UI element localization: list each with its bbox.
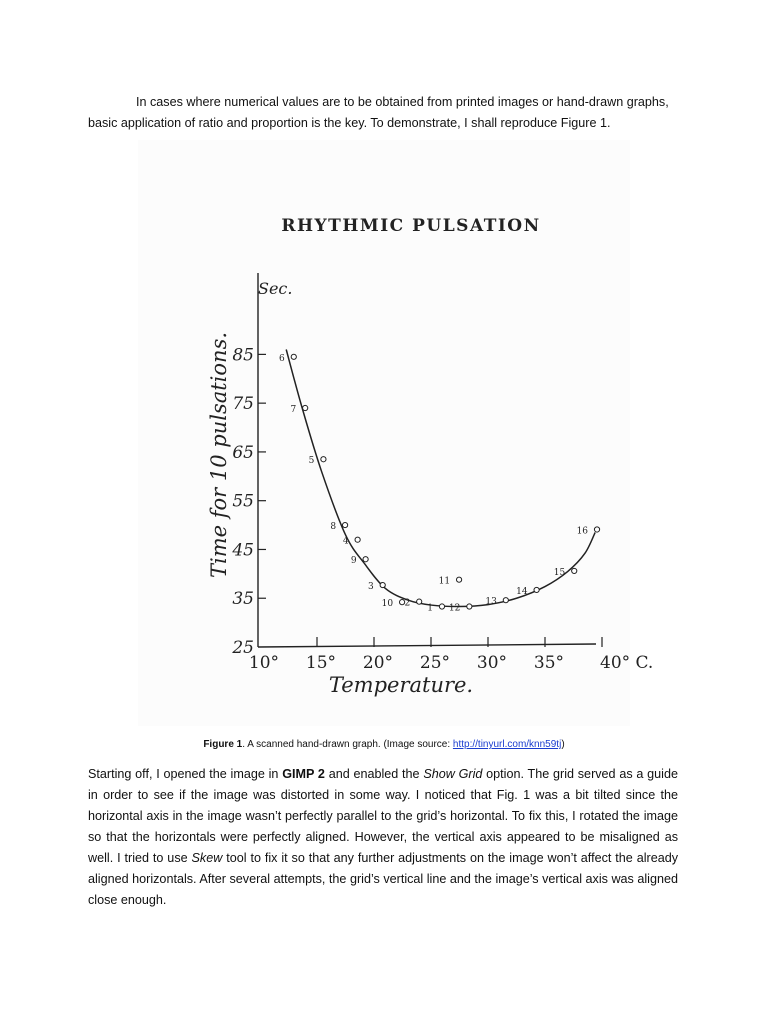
data-point-label: 5 bbox=[308, 456, 315, 467]
figure-caption bbox=[0, 738, 768, 752]
data-point-marker bbox=[417, 599, 422, 604]
data-point-marker bbox=[342, 522, 347, 527]
x-tick-label: 30° bbox=[476, 653, 508, 673]
data-point-label: 10 bbox=[381, 599, 394, 610]
chart-title: RHYTHMIC PULSATION bbox=[281, 216, 541, 236]
data-point-marker bbox=[303, 405, 308, 410]
data-point-label: 4 bbox=[342, 536, 349, 547]
data-point-marker bbox=[503, 598, 508, 603]
data-point-marker bbox=[321, 457, 326, 462]
pulsation-chart bbox=[138, 140, 654, 726]
body-text-4: tool to fix it so that any further adjustments on the image won’t affect the already aligned horizontals. After several attempts, the grid’s vertical line and the image’s vertical axis was aligned close enough. bbox=[88, 851, 678, 907]
x-tick-label: 35° bbox=[533, 653, 565, 673]
scanned-figure bbox=[138, 140, 654, 726]
data-point-label: 15 bbox=[553, 567, 566, 578]
data-point-label: 12 bbox=[448, 603, 461, 614]
y-tick-label: 55 bbox=[232, 491, 254, 512]
body-paragraph bbox=[88, 764, 678, 911]
data-point-marker bbox=[363, 557, 368, 562]
caption-label: Figure 1 bbox=[203, 739, 243, 750]
x-tick-label: 40° C. bbox=[600, 653, 654, 673]
data-point-label: 3 bbox=[367, 582, 374, 593]
intro-paragraph bbox=[88, 92, 678, 134]
body-text-3: option. The grid served as a guide in order to see if the image was distorted in some way. I noticed that Fig. 1 was a bit tilted since the horizontal axis in the image wasn’t perfectly parallel to the grid’s horizontal. To fix this, I rotated the image so that the horizontals were perfectly aligned. However, the vertical axis appeared to be misaligned as well. I tried to use bbox=[88, 767, 678, 865]
intro-line-1: In cases where numerical values are to be obtained from printed images or hand-drawn graphs, bbox=[136, 95, 669, 109]
data-point-marker bbox=[534, 587, 539, 592]
y-tick-label: 65 bbox=[232, 442, 254, 463]
option-name: Show Grid bbox=[423, 767, 483, 781]
y-tick-label: 45 bbox=[232, 540, 254, 561]
data-point-marker bbox=[291, 354, 296, 359]
data-point-label: 2 bbox=[404, 598, 411, 609]
image-source-link[interactable]: http://tinyurl.com/knn59tj bbox=[452, 739, 562, 750]
x-tick-label: 25° bbox=[419, 653, 451, 673]
y-tick-label: 85 bbox=[232, 345, 254, 366]
body-text-2: and enabled the bbox=[324, 767, 424, 781]
x-tick-label: 10° bbox=[248, 653, 280, 673]
x-tick-label: 15° bbox=[305, 653, 337, 673]
y-tick-label: 25 bbox=[232, 638, 254, 658]
y-tick-label: 35 bbox=[232, 589, 254, 610]
body-text-1: Starting off, I opened the image in bbox=[88, 767, 283, 781]
data-point-label: 13 bbox=[485, 597, 497, 608]
data-point-marker bbox=[594, 527, 599, 532]
intro-line-2: basic application of ratio and proportion is the key. To demonstrate, I shall reproduce Figure 1. bbox=[88, 116, 611, 130]
data-point-label: 9 bbox=[350, 556, 357, 567]
data-point-marker bbox=[439, 604, 444, 609]
y-axis-label: Time for 10 pulsations. bbox=[207, 331, 231, 578]
data-point-marker bbox=[467, 604, 472, 609]
tool-name: Skew bbox=[191, 851, 223, 865]
data-point-label: 6 bbox=[279, 353, 285, 364]
data-point-label: 14 bbox=[516, 586, 528, 597]
data-point-label: 16 bbox=[576, 526, 589, 537]
caption-text: . A scanned hand-drawn graph. (Image source: bbox=[242, 739, 453, 750]
data-point-marker bbox=[355, 537, 360, 542]
x-axis-label: Temperature. bbox=[328, 673, 474, 697]
data-point-marker bbox=[380, 582, 385, 587]
app-name: GIMP 2 bbox=[282, 767, 325, 781]
y-unit-label: Sec. bbox=[258, 279, 293, 298]
x-tick-label: 20° bbox=[362, 653, 394, 673]
data-point-label: 8 bbox=[330, 522, 337, 533]
data-points bbox=[279, 354, 600, 614]
data-point-marker bbox=[572, 568, 577, 573]
y-tick-label: 75 bbox=[232, 394, 254, 415]
data-point-marker bbox=[456, 577, 461, 582]
data-point-label: 1 bbox=[427, 603, 433, 614]
data-point-label: 7 bbox=[290, 405, 297, 416]
chart-ticks bbox=[231, 345, 653, 673]
data-point-label: 11 bbox=[438, 576, 451, 587]
caption-close: ) bbox=[561, 739, 565, 750]
